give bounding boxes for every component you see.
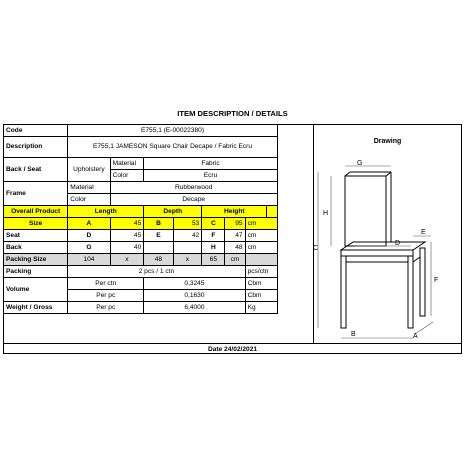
overall-c-value: 95	[225, 218, 245, 230]
packing-height: 65	[202, 254, 225, 266]
packing-x1: x	[110, 254, 144, 266]
dim-label-c: C	[313, 245, 319, 252]
upholstery-label: Upholstery	[68, 158, 110, 182]
overall-a-letter: A	[68, 218, 110, 230]
overall-product-header: Overall Product	[4, 206, 68, 218]
frame-color: Decape	[110, 194, 277, 206]
back-h-letter: H	[202, 242, 225, 254]
packing-length: 104	[68, 254, 110, 266]
back-seat-color: Ecru	[144, 170, 278, 182]
seat-e-value: 42	[173, 230, 202, 242]
chair-drawing	[313, 158, 462, 343]
depth-header: Depth	[144, 206, 202, 218]
seat-d-value: 45	[110, 230, 144, 242]
dim-label-f: F	[434, 277, 439, 284]
volume-label: Volume	[4, 278, 68, 302]
volume-per-ctn-label: Per ctn	[68, 278, 144, 290]
overall-c-letter: C	[202, 218, 225, 230]
code-value: E755,1 (E-00022380)	[68, 125, 278, 137]
back-g-letter: G	[68, 242, 110, 254]
description-value: E755,1 JAMESON Square Chair Decape / Fabric Ecru	[68, 137, 278, 158]
volume-per-ctn: 0,3245	[144, 278, 245, 290]
packing-x2: x	[173, 254, 202, 266]
weight-unit: Kg	[245, 302, 277, 314]
weight-value: 6,4000	[144, 302, 245, 314]
packing-size-label: Packing Size	[4, 254, 68, 266]
volume-per-pc-label: Per pc	[68, 290, 144, 302]
drawing-title: Drawing	[373, 138, 402, 145]
back-label: Back	[4, 242, 68, 254]
volume-unit-pc: Cbm	[245, 290, 277, 302]
back-seat-color-label: Color	[110, 170, 144, 182]
dim-label-e: E	[421, 229, 426, 236]
dim-label-h: H	[323, 210, 329, 217]
frame-material: Rubberwood	[110, 182, 277, 194]
back-seat-label: Back / Seat	[4, 158, 68, 182]
overall-b-value: 53	[173, 218, 202, 230]
size-header: Size	[4, 218, 68, 230]
weight-per-pc-label: Per pc	[68, 302, 144, 314]
volume-unit-ctn: Cbm	[245, 278, 277, 290]
length-header: Length	[68, 206, 144, 218]
packing-label: Packing	[4, 266, 68, 278]
seat-d-letter: D	[68, 230, 110, 242]
dim-label-d: D	[395, 240, 401, 247]
frame-material-label: Material	[68, 182, 110, 194]
height-header: Height	[202, 206, 267, 218]
dim-label-a: A	[413, 333, 418, 340]
date-footer: Date 24/02/2021	[3, 343, 462, 354]
back-h-value: 48	[225, 242, 245, 254]
packing-unit-label: pcs/ctn	[245, 266, 277, 278]
code-label: Code	[4, 125, 68, 137]
back-seat-material-label: Material	[110, 158, 144, 170]
seat-e-letter: E	[144, 230, 173, 242]
dim-label-g: G	[357, 160, 363, 167]
weight-label: Weight / Gross	[4, 302, 68, 314]
overall-unit: cm	[245, 218, 277, 230]
seat-unit: cm	[245, 230, 277, 242]
overall-a-value: 45	[110, 218, 144, 230]
back-g-value: 40	[110, 242, 144, 254]
description-label: Description	[4, 137, 68, 158]
dim-label-b: B	[351, 331, 356, 338]
seat-f-letter: F	[202, 230, 225, 242]
overall-b-letter: B	[144, 218, 173, 230]
back-unit: cm	[245, 242, 277, 254]
frame-label: Frame	[4, 182, 68, 206]
packing-unit: cm	[225, 254, 245, 266]
packing-width: 48	[144, 254, 173, 266]
back-seat-material: Fabric	[144, 158, 278, 170]
volume-per-pc: 0,1630	[144, 290, 245, 302]
frame-color-label: Color	[68, 194, 110, 206]
packing-value: 2 pcs / 1 ctn	[68, 266, 245, 278]
seat-f-value: 47	[225, 230, 245, 242]
seat-label: Seat	[4, 230, 68, 242]
page-title: ITEM DESCRIPTION / DETAILS	[177, 109, 288, 118]
